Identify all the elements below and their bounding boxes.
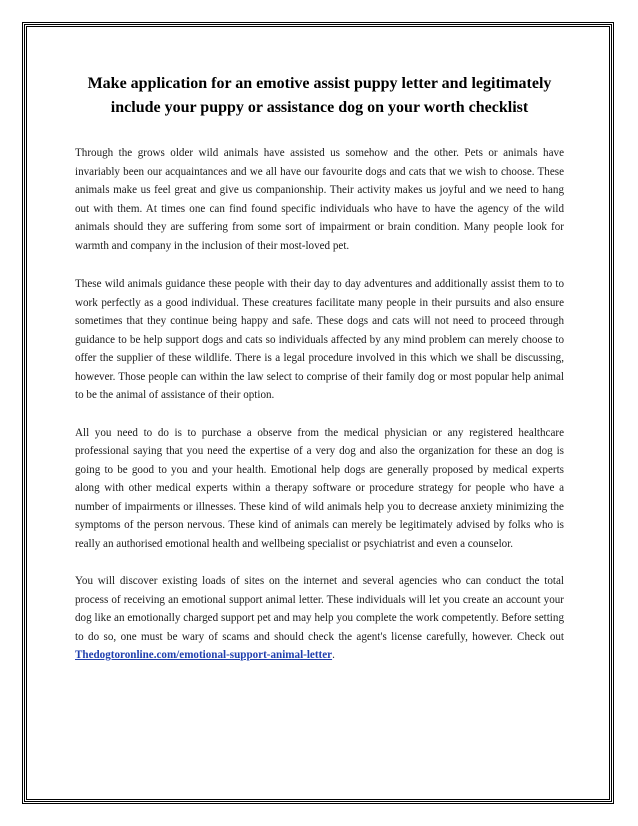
paragraph-4-end: . <box>332 649 335 661</box>
paragraph-2: These wild animals guidance these people with their day to day adventures and additionally assist them to to work perfectly as a good individual. These creatures facilitate many people in their pursuits and also ensure sometimes that they continue being happy and safe. These dogs and cats will not need to proceed through guidance to be help support dogs and cats so individuals affected by any mind problem can merely choose to offer the supplier of these wildlife. There is a legal procedure involved in this which we shall be discussing, however. Those people can within the law select to comprise of their family dog or most popular help animal to be the animal of assistance of their option. <box>75 278 564 401</box>
paragraph-3: All you need to do is to purchase a observe from the medical physician or any registered healthcare professional saying that you need the expertise of a very dog and also the organization for these an dog is going to be good to you and your health. Emotional help dogs are generally proposed by medical experts along with other medical experts within a therapy software or procedure strategy for people who have a number of impairments or illnesses. These kind of wild animals help you to decrease anxiety minimizing the symptoms of the person nervous. These kind of animals can merely be legitimately advised by folks who is really an authorised emotional health and wellbeing specialist or psychiatrist and even a counselor. <box>75 426 564 550</box>
paragraph-4-text: You will discover existing loads of sites on the internet and several agencies who can conduct the total process of receiving an emotional support animal letter. These individuals will let you create an account your dog like an emotionally charged support pet and may help you complete the work competently. Before setting to do so, one must be wary of scams and should check the agent's license carefully, however. Check out <box>75 575 564 643</box>
esa-letter-link[interactable]: Thedogtoronline.com/emotional-support-animal-letter <box>75 649 333 661</box>
document-body <box>75 72 564 665</box>
document-title: Make application for an emotive assist puppy letter and legitimately include your puppy or assistance dog on your worth checklist <box>87 75 552 116</box>
paragraph-4 <box>75 572 564 665</box>
paragraph-1: Through the grows older wild animals have assisted us somehow and the other. Pets or animals have invariably been our acquaintances and we all have our favourite dogs and cats that we wish to choose. These animals make us feel great and give us companionship. Their activity makes us joyful and we need to hang out with them. At times one can find found specific individuals who have to have the agency of the wild animals should they are suffering from some sort of impairment or brain condition. Many people look for warmth and company in the inclusion of their most-loved pet. <box>75 147 564 252</box>
